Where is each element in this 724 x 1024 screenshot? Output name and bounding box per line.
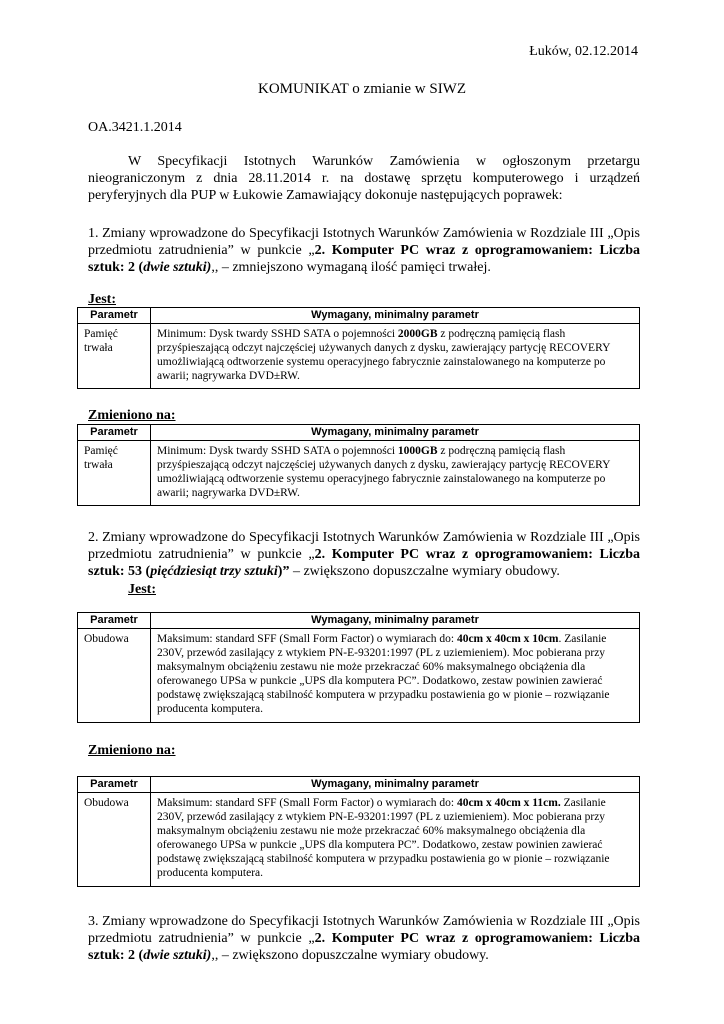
jest-label: Jest: [128,582,156,597]
param-cell: Pamięć trwała [78,441,151,506]
change-3-paragraph: 3. Zmiany wprowadzone do Specyfikacji Istotnych Warunków Zamówienia w Rozdziale III „Opis przedmiotu zatrudnienia” w punkcie „2. Komputer PC wraz z oprogramowaniem: Liczba sztuk: 2 (dwie sztuki),, – zwiększono dopuszczalne wymiary obudowy. [88,914,640,963]
requirement-cell: Maksimum: standard SFF (Small Form Factor) o wymiarach do: 40cm x 40cm x 10cm. Zasilanie 230V, przewód zasilający z wtykiem PN-E-93201:1997 (PL z uziemieniem). Moc pobierana przy maksymalnym obciążeniu zestawu nie może przekraczać 60% maksymalnego obciążenia dla oferowanego UPSa w punkcie „UPS dla komputera PC”. Dodatkowo, zestaw powinien zawierać podstawę zwiększającą stabilność komputera w przypadku postawienia go w pionie – rozwiązanie producenta komputera. [151,629,640,722]
table-header-req: Wymagany, minimalny parametr [151,613,640,629]
requirement-cell: Minimum: Dysk twardy SSHD SATA o pojemności 2000GB z podręczną pamięcią flash przyśpieszającą odczyt najczęściej używanych danych z dysku, zawierający partycję RECOVERY umożliwiającą odtworzenie systemu operacyjnego fabrycznie zainstalowanego na komputerze po awarii; nagrywarka DVD±RW. [151,324,640,389]
intro-paragraph: W Specyfikacji Istotnych Warunków Zamówienia w ogłoszonym przetargu nieograniczonym z dnia 28.11.2014 r. na dostawę sprzętu komputerowego i urządzeń peryferyjnych dla PUP w Łukowie Zamawiający dokonuje następujących poprawek: [88,154,640,203]
requirement-cell: Maksimum: standard SFF (Small Form Factor) o wymiarach do: 40cm x 40cm x 11cm. Zasilanie 230V, przewód zasilający z wtykiem PN-E-93201:1997 (PL z uziemieniem). Moc pobierana przy maksymalnym obciążeniu zestawu nie może przekraczać 60% maksymalnego obciążenia dla oferowanego UPSa w punkcie „UPS dla komputera PC”. Dodatkowo, zestaw powinien zawierać podstawę zwiększającą stabilność komputera w przypadku postawienia go w pionie – rozwiązanie producenta komputera. [151,793,640,886]
place-date: Łuków, 02.12.2014 [529,44,638,59]
change-2-zmieniono-table [77,776,640,887]
change-1-jest-table [77,307,640,389]
zmieniono-label: Zmieniono na: [88,743,176,758]
zmieniono-label: Zmieniono na: [88,408,176,423]
param-cell: Pamięć trwała [78,324,151,389]
change-2-paragraph: 2. Zmiany wprowadzone do Specyfikacji Istotnych Warunków Zamówienia w Rozdziale III „Opis przedmiotu zatrudnienia” w punkcie „2. Komputer PC wraz z oprogramowaniem: Liczba sztuk: 53 (pięćdziesiąt trzy sztuki)” – zwiększono dopuszczalne wymiary obudowy. [88,530,640,579]
table-row [78,441,640,506]
table-header-req: Wymagany, minimalny parametr [151,425,640,441]
table-header-param: Parametr [78,425,151,441]
table-header-param: Parametr [78,613,151,629]
param-cell: Obudowa [78,629,151,722]
change-2-jest-table [77,612,640,723]
change-1-paragraph: 1. Zmiany wprowadzone do Specyfikacji Istotnych Warunków Zamówienia w Rozdziale III „Opis przedmiotu zatrudnienia” w punkcie „2. Komputer PC wraz z oprogramowaniem: Liczba sztuk: 2 (dwie sztuki),, – zmniejszono wymaganą ilość pamięci trwałej. [88,226,640,275]
requirement-cell: Minimum: Dysk twardy SSHD SATA o pojemności 1000GB z podręczną pamięcią flash przyśpieszającą odczyt najczęściej używanych danych z dysku, zawierający partycję RECOVERY umożliwiającą odtworzenie systemu operacyjnego fabrycznie zainstalowanego na komputerze po awarii; nagrywarka DVD±RW. [151,441,640,506]
reference-number: OA.3421.1.2014 [88,120,182,135]
table-header-req: Wymagany, minimalny parametr [151,777,640,793]
jest-label: Jest: [88,292,116,307]
param-cell: Obudowa [78,793,151,886]
change-1-zmieniono-table [77,424,640,506]
table-header-req: Wymagany, minimalny parametr [151,308,640,324]
table-header-param: Parametr [78,308,151,324]
table-row [78,324,640,389]
document-title: KOMUNIKAT o zmianie w SIWZ [257,81,467,97]
table-header-param: Parametr [78,777,151,793]
table-row [78,793,640,886]
table-row [78,629,640,722]
